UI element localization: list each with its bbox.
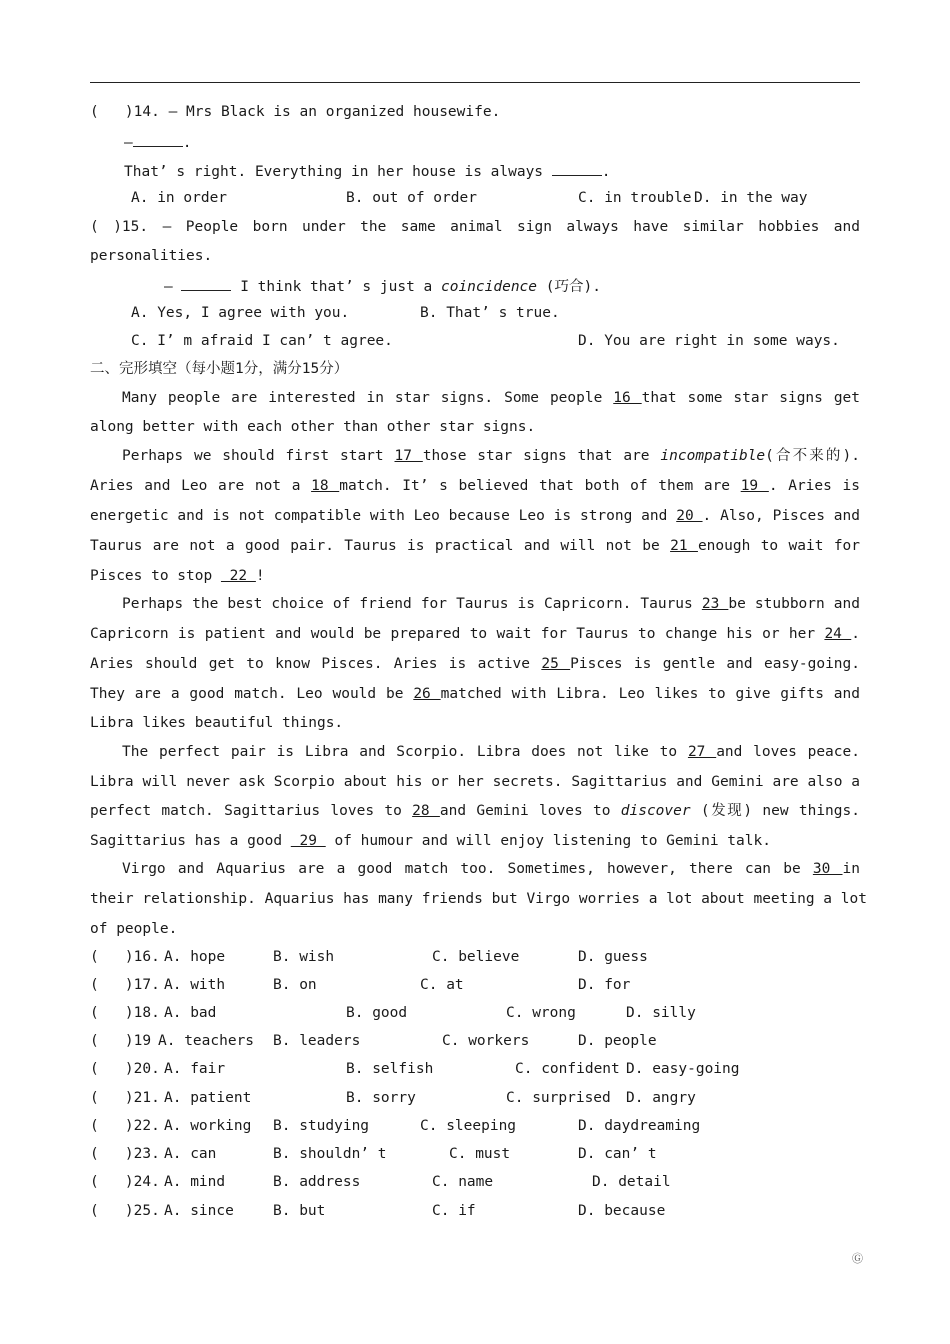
q14-line2: That’ s right. Everything in her house is always . bbox=[124, 161, 611, 181]
cloze-option-a: A. can bbox=[164, 1146, 217, 1162]
cloze-option-a: A. teachers bbox=[158, 1033, 255, 1049]
q14-option-d: D. in the way bbox=[694, 190, 808, 206]
cloze-option-c: C. wrong bbox=[506, 1005, 576, 1021]
cloze-option-d: D. people bbox=[578, 1033, 657, 1049]
passage-line: Taurus are not a good pair. Taurus is practical and will not be 21 enough to wait for bbox=[90, 538, 861, 554]
passage-line: The perfect pair is Libra and Scorpio. Libra does not like to 27 and loves peace. bbox=[122, 744, 860, 760]
page-number: Ⓖ bbox=[852, 1252, 863, 1265]
cloze-number: ( )23. bbox=[90, 1146, 160, 1162]
cloze-option-b: B. good bbox=[346, 1005, 408, 1021]
cloze-option-b: B. shouldn’ t bbox=[273, 1146, 387, 1162]
answer-blank[interactable] bbox=[133, 132, 183, 147]
cloze-option-d: D. silly bbox=[626, 1005, 696, 1021]
q15-stem-line1: ( )15. — People born under the same animal sign always have similar hobbies and bbox=[90, 219, 860, 235]
passage-line: Virgo and Aquarius are a good match too. Sometimes, however, there can be 30 in bbox=[122, 861, 860, 877]
cloze-option-c: C. believe bbox=[432, 949, 520, 965]
section-heading: 二、完形填空（每小题1分，满分15分） bbox=[90, 361, 349, 377]
cloze-option-a: A. hope bbox=[164, 949, 226, 965]
cloze-option-c: C. workers bbox=[442, 1033, 530, 1049]
cloze-number: ( )24. bbox=[90, 1174, 160, 1190]
cloze-number: ( )16. bbox=[90, 949, 160, 965]
answer-blank[interactable] bbox=[181, 276, 231, 291]
top-rule bbox=[90, 82, 860, 83]
cloze-option-c: C. name bbox=[432, 1174, 494, 1190]
q14-stem: ( )14. — Mrs Black is an organized housewife. bbox=[90, 104, 501, 120]
cloze-option-c: C. if bbox=[432, 1203, 476, 1219]
q15-option-b: B. That’ s true. bbox=[420, 305, 560, 321]
cloze-number: ( )18. bbox=[90, 1005, 160, 1021]
q14-reply: — . bbox=[124, 132, 191, 152]
cloze-option-d: D. daydreaming bbox=[578, 1118, 701, 1134]
cloze-option-b: B. leaders bbox=[273, 1033, 361, 1049]
cloze-option-b: B. selfish bbox=[346, 1061, 434, 1077]
passage-line: their relationship. Aquarius has many friends but Virgo worries a lot about meeting a lot bbox=[90, 891, 867, 907]
cloze-option-b: B. wish bbox=[273, 949, 335, 965]
q14-option-b: B. out of order bbox=[346, 190, 477, 206]
q15-reply: — I think that’ s just a coincidence (巧合). bbox=[164, 276, 601, 296]
cloze-option-a: A. bad bbox=[164, 1005, 217, 1021]
cloze-option-d: D. because bbox=[578, 1203, 666, 1219]
passage-line: Libra likes beautiful things. bbox=[90, 715, 344, 731]
cloze-option-d: D. can’ t bbox=[578, 1146, 657, 1162]
cloze-option-d: D. guess bbox=[578, 949, 648, 965]
cloze-option-a: A. fair bbox=[164, 1061, 226, 1077]
cloze-number: ( )20. bbox=[90, 1061, 160, 1077]
q15-option-a: A. Yes, I agree with you. bbox=[131, 305, 350, 321]
passage-line: Aries and Leo are not a 18 match. It’ s believed that both of them are 19 . Aries is bbox=[90, 478, 860, 494]
cloze-option-d: D. for bbox=[578, 977, 631, 993]
cloze-number: ( )25. bbox=[90, 1203, 160, 1219]
cloze-option-b: B. address bbox=[273, 1174, 361, 1190]
passage-line: Perhaps the best choice of friend for Taurus is Capricorn. Taurus 23 be stubborn and bbox=[122, 596, 860, 612]
q15-stem-line2: personalities. bbox=[90, 248, 213, 264]
cloze-option-b: B. sorry bbox=[346, 1090, 416, 1106]
cloze-option-a: A. with bbox=[164, 977, 226, 993]
cloze-option-a: A. mind bbox=[164, 1174, 226, 1190]
cloze-option-d: D. angry bbox=[626, 1090, 696, 1106]
cloze-option-a: A. working bbox=[164, 1118, 252, 1134]
cloze-option-c: C. sleeping bbox=[420, 1118, 517, 1134]
cloze-option-c: C. confident bbox=[515, 1061, 620, 1077]
cloze-option-d: D. easy-going bbox=[626, 1061, 740, 1077]
q15-option-d: D. You are right in some ways. bbox=[578, 333, 840, 349]
cloze-number: ( )17. bbox=[90, 977, 160, 993]
passage-line: of people. bbox=[90, 921, 178, 937]
passage-line: perfect match. Sagittarius loves to 28 and Gemini loves to discover (发现) new things. bbox=[90, 803, 860, 819]
q14-option-a: A. in order bbox=[131, 190, 228, 206]
cloze-number: ( )19 bbox=[90, 1033, 152, 1049]
passage-line: Many people are interested in star signs. Some people 16 that some star signs get bbox=[122, 390, 861, 406]
passage-line: Capricorn is patient and would be prepared to wait for Taurus to change his or her 24 . bbox=[90, 626, 860, 642]
cloze-option-b: B. studying bbox=[273, 1118, 370, 1134]
cloze-number: ( )22. bbox=[90, 1118, 160, 1134]
cloze-option-d: D. detail bbox=[592, 1174, 671, 1190]
answer-blank[interactable] bbox=[552, 161, 602, 176]
cloze-option-c: C. at bbox=[420, 977, 464, 993]
cloze-option-b: B. on bbox=[273, 977, 317, 993]
passage-line: They are a good match. Leo would be 26 matched with Libra. Leo likes to give gifts and bbox=[90, 686, 860, 702]
cloze-option-a: A. patient bbox=[164, 1090, 252, 1106]
passage-line: Pisces to stop 22 ! bbox=[90, 568, 265, 584]
q14-option-c: C. in trouble bbox=[578, 190, 692, 206]
passage-line: energetic and is not compatible with Leo because Leo is strong and 20 . Also, Pisces and bbox=[90, 508, 860, 524]
cloze-number: ( )21. bbox=[90, 1090, 160, 1106]
q15-option-c: C. I’ m afraid I can’ t agree. bbox=[131, 333, 393, 349]
cloze-option-c: C. surprised bbox=[506, 1090, 611, 1106]
passage-line: Perhaps we should first start 17 those star signs that are incompatible(合不来的). bbox=[122, 448, 860, 464]
passage-line: Libra will never ask Scorpio about his or her secrets. Sagittarius and Gemini are also a bbox=[90, 774, 860, 790]
passage-line: along better with each other than other star signs. bbox=[90, 419, 536, 435]
passage-line: Aries should get to know Pisces. Aries is active 25 Pisces is gentle and easy-going. bbox=[90, 656, 860, 672]
cloze-option-c: C. must bbox=[449, 1146, 511, 1162]
passage-line: Sagittarius has a good 29 of humour and will enjoy listening to Gemini talk. bbox=[90, 833, 771, 849]
cloze-option-b: B. but bbox=[273, 1203, 326, 1219]
cloze-option-a: A. since bbox=[164, 1203, 234, 1219]
